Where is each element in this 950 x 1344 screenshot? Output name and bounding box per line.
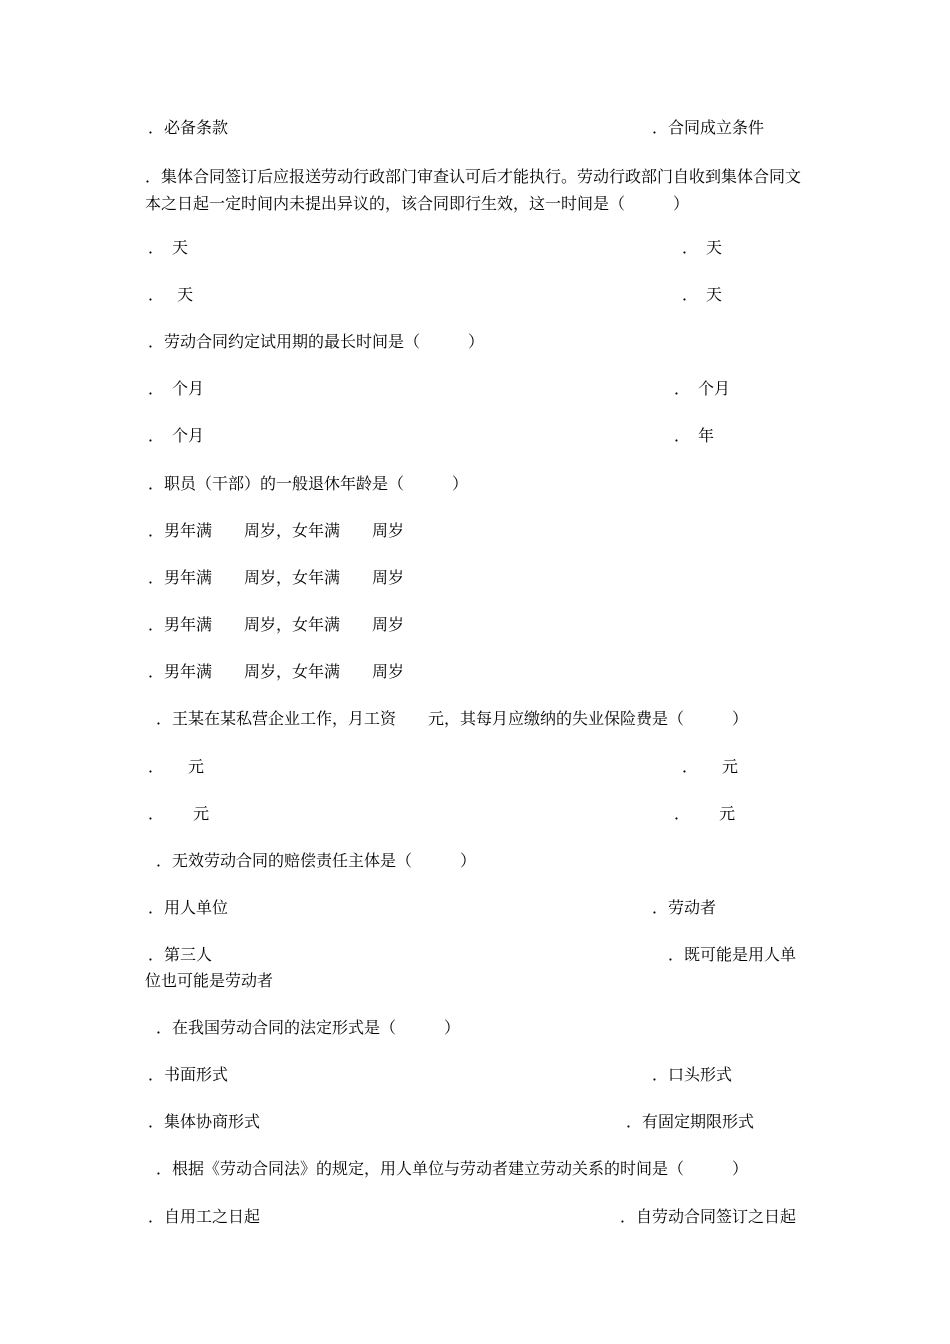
question-text: ．集体合同签订后应报送劳动行政部门审查认可后才能执行。劳动行政部门自收到集体合同文本之日起一定时间内未提出异议的，该合同即行生效，这一时间是（ ）: [145, 167, 802, 213]
option-text: ． 天: [148, 285, 194, 304]
question-text: ．在我国劳动合同的法定形式是（ ）: [156, 1018, 461, 1037]
option-text: ． 元: [148, 757, 205, 776]
question-text: ．无效劳动合同的赔偿责任主体是（ ）: [156, 851, 477, 870]
option-text: ． 元: [674, 804, 736, 823]
option-text: ．自劳动合同签订之日起: [620, 1207, 797, 1226]
option-text: ． 个月: [674, 379, 731, 398]
option-text: ．男年满 周岁，女年满 周岁: [148, 615, 405, 634]
option-text: ．自用工之日起: [148, 1207, 261, 1226]
question-text: ．劳动合同约定试用期的最长时间是（ ）: [148, 332, 485, 351]
option-text: ． 天: [682, 238, 723, 257]
option-text: ． 天: [682, 285, 723, 304]
option-text: ．劳动者: [652, 898, 717, 917]
question-text: ．根据《劳动合同法》的规定，用人单位与劳动者建立劳动关系的时间是（ ）: [156, 1159, 749, 1178]
option-text: ．书面形式: [148, 1065, 229, 1084]
option-text: ．用人单位: [148, 898, 229, 917]
option-text: ．有固定期限形式: [626, 1112, 755, 1131]
option-text: ．合同成立条件: [652, 118, 765, 137]
question-text: ．职员（干部）的一般退休年龄是（ ）: [148, 474, 469, 493]
option-text: 位也可能是劳动者: [145, 971, 274, 990]
option-text: ． 个月: [148, 379, 205, 398]
option-text: ． 个月: [148, 426, 205, 445]
option-text: ． 年: [674, 426, 715, 445]
option-text: ．第三人: [148, 945, 213, 964]
option-text: ．男年满 周岁，女年满 周岁: [148, 662, 405, 681]
option-text: ． 天: [148, 238, 189, 257]
option-text: ．集体协商形式: [148, 1112, 261, 1131]
option-text: ．既可能是用人单: [668, 945, 797, 964]
question-text: ．王某在某私营企业工作，月工资 元，其每月应缴纳的失业保险费是（ ）: [156, 709, 749, 728]
option-text: ．男年满 周岁，女年满 周岁: [148, 568, 405, 587]
option-text: ．必备条款: [148, 118, 229, 137]
option-text: ．男年满 周岁，女年满 周岁: [148, 521, 405, 540]
option-text: ． 元: [682, 757, 739, 776]
option-text: ．口头形式: [652, 1065, 733, 1084]
option-text: ． 元: [148, 804, 210, 823]
